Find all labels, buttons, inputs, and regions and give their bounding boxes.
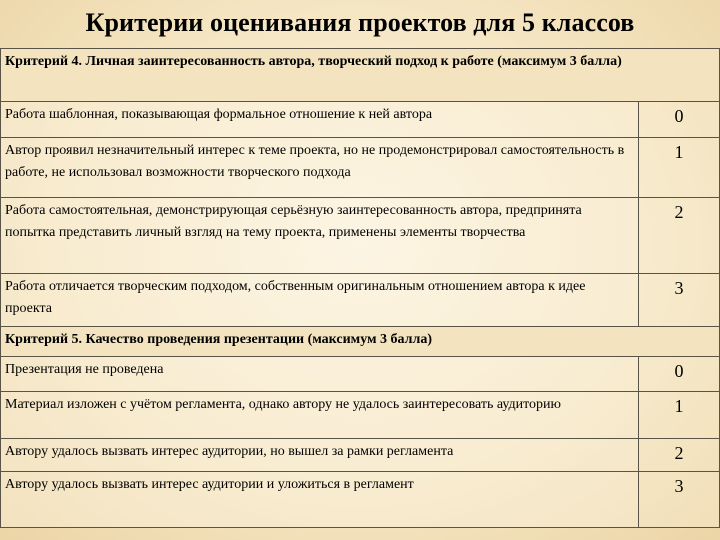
criterion-5-item-score: 0	[639, 357, 720, 392]
table-row	[1, 274, 720, 327]
criterion-4-item-description: Работа самостоятельная, демонстрирующая серьёзную заинтересованность автора, предпринята попытка представить личный взгляд на тему проекта, применены элементы творчества	[1, 198, 639, 274]
table-row	[1, 198, 720, 274]
criterion-4-item-score: 3	[639, 274, 720, 327]
page-title: Критерии оценивания проектов для 5 классов	[85, 8, 635, 37]
table-row	[1, 439, 720, 472]
criterion-5-heading: Критерий 5. Качество проведения презентации (максимум 3 балла)	[1, 327, 720, 357]
criterion-5-item-score: 2	[639, 439, 720, 472]
table-row	[1, 138, 720, 198]
criterion-5-item-description: Автору удалось вызвать интерес аудитории, но вышел за рамки регламента	[1, 439, 639, 472]
criterion-5-item-description: Презентация не проведена	[1, 357, 639, 392]
criterion-5-item-score: 3	[639, 472, 720, 528]
table-row	[1, 102, 720, 138]
criterion-5-item-description: Материал изложен с учётом регламента, однако автору не удалось заинтересовать аудиторию	[1, 392, 639, 439]
criterion-4-header-row	[1, 49, 720, 102]
criterion-4-item-score: 2	[639, 198, 720, 274]
table-row	[1, 472, 720, 528]
criterion-4-item-description: Работа шаблонная, показывающая формальное отношение к ней автора	[1, 102, 639, 138]
table-row	[1, 392, 720, 439]
criteria-table	[0, 48, 720, 528]
criterion-4-item-score: 1	[639, 138, 720, 198]
criterion-4-item-score: 0	[639, 102, 720, 138]
criterion-5-header-row	[1, 327, 720, 357]
criterion-5-item-description: Автору удалось вызвать интерес аудитории и уложиться в регламент	[1, 472, 639, 528]
criterion-4-item-description: Работа отличается творческим подходом, собственным оригинальным отношением автора к идее проекта	[1, 274, 639, 327]
criterion-4-item-description: Автор проявил незначительный интерес к теме проекта, но не продемонстрировал самостоятельность в работе, не использовал возможности творческого подхода	[1, 138, 639, 198]
criterion-4-heading: Критерий 4. Личная заинтересованность автора, творческий подход к работе (максимум 3 балла)	[1, 49, 720, 102]
criterion-5-item-score: 1	[639, 392, 720, 439]
table-row	[1, 357, 720, 392]
